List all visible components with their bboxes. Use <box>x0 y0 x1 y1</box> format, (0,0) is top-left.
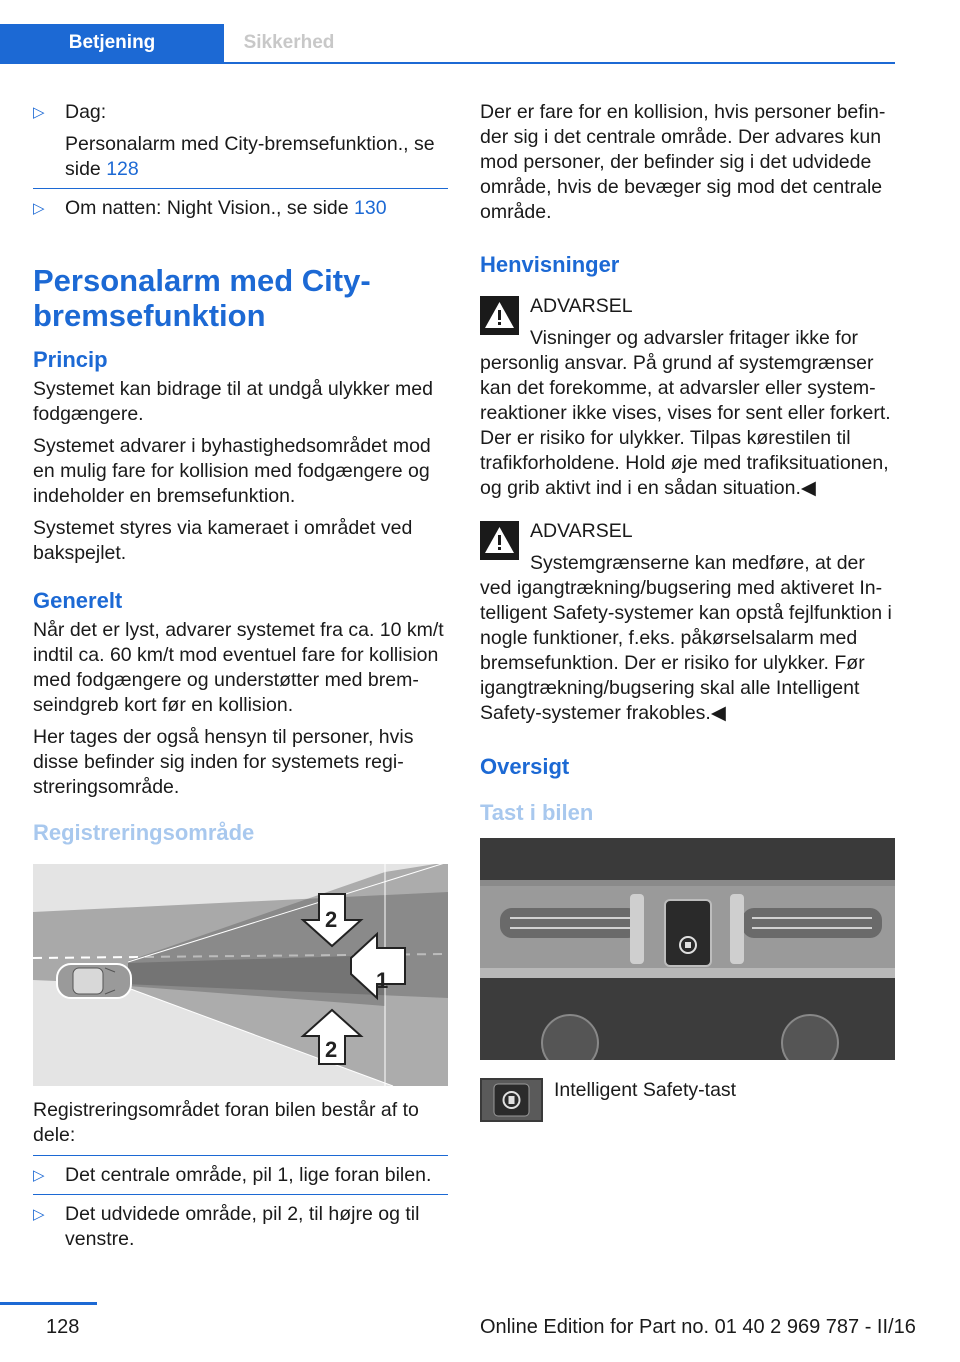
bullet-text: Det udvidede område, pil 2, til højre og til venstre. <box>65 1203 420 1250</box>
bullet-text: Om natten: Night Vision., se side <box>65 197 349 219</box>
car-icon <box>57 964 131 998</box>
list-item <box>33 196 448 221</box>
intelligent-safety-icon <box>480 1078 543 1122</box>
paragraph: Når det er lyst, advarer systemet fra ca. 10 km/t indtil ca. 60 km/t mod eventuel fare for kollision med fodgængere og understøtter med bremseindgreb kort før en kollision. <box>33 619 444 716</box>
warning-title: ADVARSEL <box>530 520 633 542</box>
dashboard-photo <box>480 838 895 1060</box>
warning-icon <box>480 521 519 560</box>
air-vent-right <box>742 908 882 938</box>
divider <box>33 1155 448 1156</box>
page-ref-link[interactable]: 128 <box>106 158 139 180</box>
arrow-1-label: 1 <box>376 968 389 993</box>
paragraph: Systemet kan bidrage til at undgå ulykker med fodgængere. <box>33 378 433 425</box>
paragraph: Registreringsområdet foran bilen består af to dele: <box>33 1099 419 1146</box>
button-label: Intelligent Safety-tast <box>554 1079 737 1101</box>
header-tabbar <box>0 24 895 64</box>
paragraph: Der er fare for en kollision, hvis personer befinder sig i det centrale område. Der advares kun mod personer, der befinder sig i det udvidede område, hvis de bevæger sig mod det centrale område. <box>480 101 886 223</box>
page-ref-link[interactable]: 130 <box>354 197 387 219</box>
tab-betjening[interactable]: Betjening <box>0 24 224 62</box>
arrow-2-bottom-label: 2 <box>325 1037 338 1062</box>
divider <box>33 1194 448 1195</box>
bullet-text: Personalarm med City-bremsefunktion., se side <box>65 133 435 180</box>
warning-body: Systemgrænserne kan medføre, at der ved igangtrækning/bugsering med aktiveret Intelligent Safety-systemer kan opstå fejlfunktion i nogle funktioner, f.eks. påkørselsalarm med bremsefunktion. Der er risiko for ulykker. Før igangtrækning/bugsering skal alle Intelligent Safety-systemer frakobles.◀ <box>480 552 892 724</box>
paragraph: Her tages der også hensyn til personer, hvis disse befinder sig inden for systemets registreringsområde. <box>33 726 414 798</box>
bullet-title: Dag: <box>65 101 107 123</box>
air-vent-left <box>500 908 640 938</box>
warning-title: ADVARSEL <box>530 295 633 317</box>
bullet-text: Det centrale område, pil 1, lige foran bilen. <box>65 1164 432 1186</box>
footer-rule <box>0 1302 97 1305</box>
intelligent-safety-button[interactable] <box>665 900 711 966</box>
right-column <box>480 100 895 1126</box>
page-number: 128 <box>46 1316 80 1338</box>
paragraph: Systemet advarer i byhastighedsområdet mod en mulig fare for kollision med fodgængere og indeholder en bremsefunktion. <box>33 435 431 507</box>
divider <box>33 188 448 189</box>
warning-icon <box>480 296 519 335</box>
list-item <box>33 100 448 182</box>
left-column <box>33 100 448 1252</box>
heading-princip: Princip <box>33 347 108 372</box>
heading-oversigt: Oversigt <box>480 754 570 779</box>
heading-henvisninger: Henvisninger <box>480 252 620 277</box>
triangle-bullet-icon: ▷ <box>33 104 45 121</box>
heading-tast-i-bilen: Tast i bilen <box>480 800 594 825</box>
button-legend <box>480 1078 895 1126</box>
triangle-bullet-icon: ▷ <box>33 1167 45 1184</box>
warning-body: Visninger og advarsler fritager ikke for personlig ansvar. På grund af systemgrænser kan det forekomme, at advarsler eller systemreaktioner ikke vises, vises for sent eller forkert. Der er risiko for ulykker. Tilpas kørestilen til trafikforholdene. Hold øje med trafiksituationen, og grib aktivt ind i en sådan situation.◀ <box>480 327 891 499</box>
list-item <box>33 1202 448 1252</box>
section-title: Personalarm med City-bremsefunktion <box>33 263 371 333</box>
warning-block <box>480 294 895 501</box>
paragraph: Systemet styres via kameraet i området ved bakspejlet. <box>33 517 413 564</box>
triangle-bullet-icon: ▷ <box>33 1206 45 1223</box>
detection-zone-figure <box>33 864 448 1086</box>
warning-block <box>480 519 895 726</box>
triangle-bullet-icon: ▷ <box>33 200 45 217</box>
tab-sikkerhed[interactable]: Sikkerhed <box>243 32 335 53</box>
heading-registreringsomrade: Registreringsområde <box>33 820 255 845</box>
edition-text: Online Edition for Part no. 01 40 2 969 787 - II/16 <box>480 1316 916 1338</box>
arrow-2-top-label: 2 <box>325 907 338 932</box>
list-item <box>33 1163 448 1188</box>
heading-generelt: Generelt <box>33 588 123 613</box>
